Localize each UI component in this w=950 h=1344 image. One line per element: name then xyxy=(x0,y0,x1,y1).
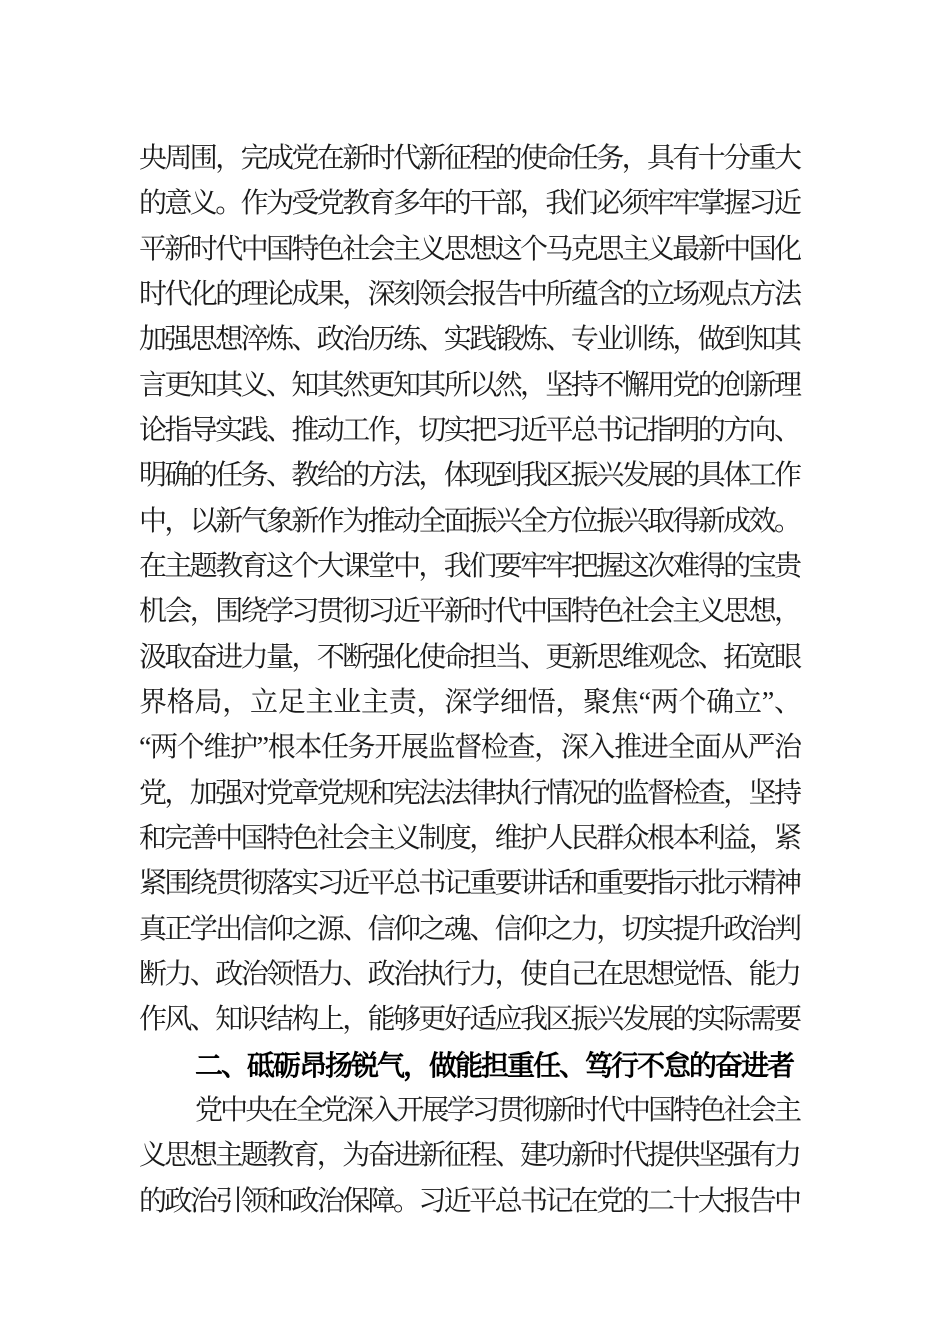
paragraph-line: 论指导实践、推动工作，切实把习近平总书记指明的方向、 xyxy=(139,414,799,446)
paragraph-line: “两个维护”根本任务开展监督检查，深入推进全面从严治 xyxy=(139,732,799,764)
document-text-block xyxy=(139,136,799,1224)
paragraph-line: 加强思想淬炼、政治历练、实践锻炼、专业训练，做到知其 xyxy=(139,324,799,356)
paragraph-line: 和完善中国特色社会主义制度，维护人民群众根本利益，紧 xyxy=(139,822,799,854)
paragraph-line: 紧围绕贯彻落实习近平总书记重要讲话和重要指示批示精神 xyxy=(139,868,799,900)
paragraph-line: 党中央在全党深入开展学习贯彻新时代中国特色社会主 xyxy=(195,1094,799,1126)
section-heading: 二、砥砺昂扬锐气，做能担重任、笃行不怠的奋进者 xyxy=(195,1049,794,1081)
paragraph-line: 平新时代中国特色社会主义思想这个马克思主义最新中国化 xyxy=(139,233,799,265)
paragraph-line: 时代化的理论成果，深刻领会报告中所蕴含的立场观点方法 xyxy=(139,278,799,310)
paragraph-line: 界格局，立足主业主责，深学细悟，聚焦“两个确立”、 xyxy=(139,686,799,718)
paragraph-line: 党，加强对党章党规和宪法法律执行情况的监督检查，坚持 xyxy=(139,777,799,809)
paragraph-line: 的意义。作为受党教育多年的干部，我们必须牢牢掌握习近 xyxy=(139,188,799,220)
paragraph-line: 央周围，完成党在新时代新征程的使命任务，具有十分重大 xyxy=(139,143,799,174)
paragraph-line: 作风、知识结构上，能够更好适应我区振兴发展的实际需要 xyxy=(139,1004,799,1036)
paragraph-line: 断力、政治领悟力、政治执行力，使自己在思想觉悟、能力 xyxy=(139,958,799,990)
paragraph-line: 中，以新气象新作为推动全面振兴全方位振兴取得新成效。 xyxy=(139,505,799,537)
paragraph-line: 明确的任务、教给的方法，体现到我区振兴发展的具体工作 xyxy=(139,460,799,492)
paragraph-line: 义思想主题教育，为奋进新征程、建功新时代提供坚强有力 xyxy=(139,1140,799,1172)
paragraph-line: 在主题教育这个大课堂中，我们要牢牢把握这次难得的宝贵 xyxy=(139,550,799,582)
paragraph-line: 机会，围绕学习贯彻习近平新时代中国特色社会主义思想， xyxy=(139,596,799,628)
paragraph-line: 汲取奋进力量，不断强化使命担当、更新思维观念、拓宽眼 xyxy=(139,641,799,673)
paragraph-line: 的政治引领和政治保障。习近平总书记在党的二十大报告中 xyxy=(139,1185,799,1217)
paragraph-line: 真正学出信仰之源、信仰之魂、信仰之力，切实提升政治判 xyxy=(139,913,799,945)
paragraph-line: 言更知其义、知其然更知其所以然，坚持不懈用党的创新理 xyxy=(139,369,799,401)
